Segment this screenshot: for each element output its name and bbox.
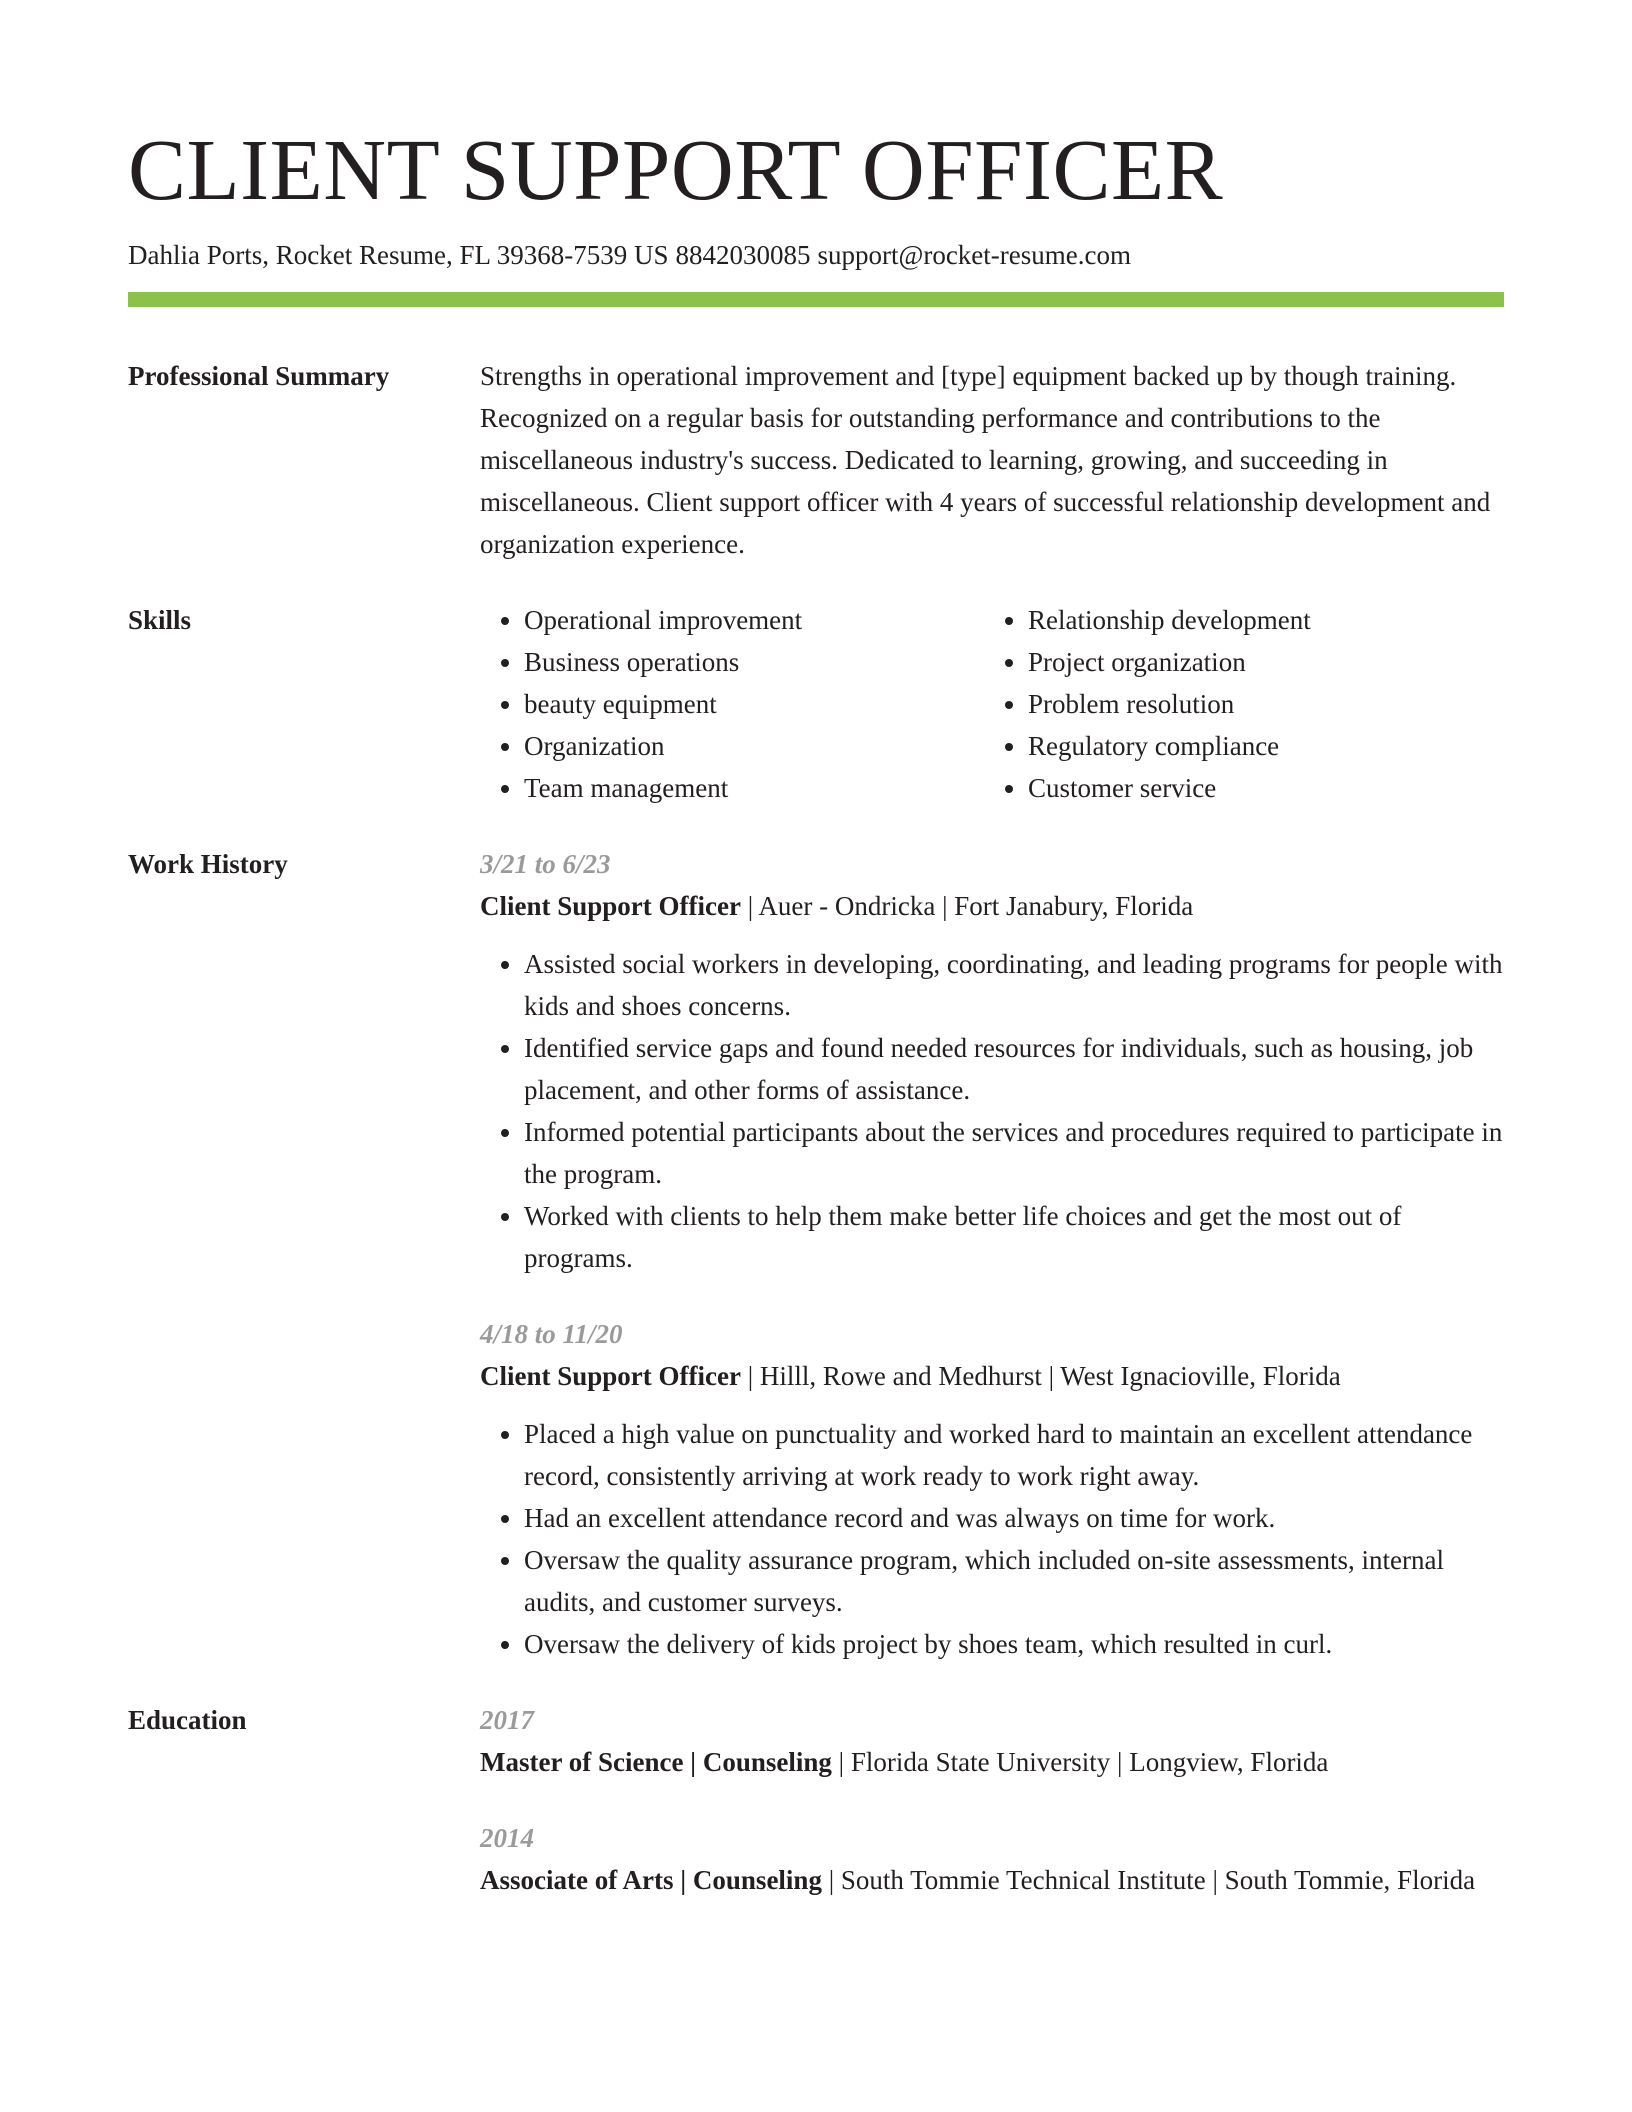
job-bullets xyxy=(480,1413,1504,1665)
education-line xyxy=(480,1741,1504,1783)
work-history-section xyxy=(128,843,1504,1665)
skills-heading: Skills xyxy=(128,605,192,635)
job-bullet: • Oversaw the delivery of kids project by shoes team, which resulted in curl. xyxy=(524,1623,1504,1665)
summary-text: Strengths in operational improvement and [type] equipment backed up by though training. Recognized on a regular basis for outstanding performance and contributions to the miscellaneous industry's success. Dedicated to learning, growing, and succeeding in miscellaneous. Client support officer with 4 years of successful relationship development and organization experience. xyxy=(480,361,1491,559)
skills-section xyxy=(128,599,1504,809)
skill-item: • Operational improvement xyxy=(524,599,984,641)
education-entry xyxy=(480,1699,1504,1783)
education-line xyxy=(480,1859,1504,1901)
skill-item: • Business operations xyxy=(524,641,984,683)
education-year: 2017 xyxy=(480,1705,534,1735)
job-bullet: • Informed potential participants about the services and procedures required to participate in the program. xyxy=(524,1111,1504,1195)
skill-item: • beauty equipment xyxy=(524,683,984,725)
education-details: | South Tommie Technical Institute | South Tommie, Florida xyxy=(821,1865,1476,1895)
contact-line xyxy=(128,236,1504,274)
skill-item: • Customer service xyxy=(1028,767,1488,809)
skill-item: • Regulatory compliance xyxy=(1028,725,1488,767)
header-divider xyxy=(128,292,1504,307)
education-entry xyxy=(480,1817,1504,1901)
skill-item: • Team management xyxy=(524,767,984,809)
resume-page xyxy=(128,118,1504,1901)
job-heading xyxy=(480,1355,1504,1397)
job-title: Client Support Officer xyxy=(480,891,741,921)
job-bullet: • Assisted social workers in developing, coordinating, and leading programs for people with kids and shoes concerns. xyxy=(524,943,1504,1027)
job-bullet: • Identified service gaps and found needed resources for individuals, such as housing, job placement, and other forms of assistance. xyxy=(524,1027,1504,1111)
education-heading: Education xyxy=(128,1705,247,1735)
skill-item: • Project organization xyxy=(1028,641,1488,683)
job-bullet: • Worked with clients to help them make better life choices and get the most out of programs. xyxy=(524,1195,1504,1279)
job-dates: 3/21 to 6/23 xyxy=(480,849,611,879)
job-heading xyxy=(480,885,1504,927)
summary-section xyxy=(128,355,1504,565)
contact-address: Dahlia Ports, Rocket Resume, FL 39368-7539 US xyxy=(128,240,669,270)
skill-item: • Problem resolution xyxy=(1028,683,1488,725)
job-bullets xyxy=(480,943,1504,1279)
skills-grid xyxy=(480,599,1504,809)
job-details: | Hilll, Rowe and Medhurst | West Ignacioville, Florida xyxy=(740,1361,1341,1391)
contact-email: support@rocket-resume.com xyxy=(817,240,1131,270)
resume-title: CLIENT SUPPORT OFFICER xyxy=(128,121,1224,218)
skill-item: • Relationship development xyxy=(1028,599,1488,641)
job-title: Client Support Officer xyxy=(480,1361,741,1391)
job-details: | Auer - Ondricka | Fort Janabury, Florida xyxy=(740,891,1194,921)
education-details: | Florida State University | Longview, Florida xyxy=(831,1747,1329,1777)
job-entry xyxy=(480,1313,1504,1665)
education-year: 2014 xyxy=(480,1823,534,1853)
summary-heading: Professional Summary xyxy=(128,361,390,391)
job-bullet: • Placed a high value on punctuality and worked hard to maintain an excellent attendance record, consistently arriving at work ready to work right away. xyxy=(524,1413,1504,1497)
job-entry xyxy=(480,843,1504,1279)
job-bullet: • Had an excellent attendance record and was always on time for work. xyxy=(524,1497,1504,1539)
skills-list-right xyxy=(984,599,1488,809)
work-history-heading: Work History xyxy=(128,849,288,879)
contact-phone: 8842030085 xyxy=(675,240,811,270)
education-section xyxy=(128,1699,1504,1901)
education-degree: Master of Science | Counseling xyxy=(480,1747,832,1777)
skills-list-left xyxy=(480,599,984,809)
job-bullet: • Oversaw the quality assurance program, which included on-site assessments, internal audits, and customer surveys. xyxy=(524,1539,1504,1623)
job-dates: 4/18 to 11/20 xyxy=(480,1319,623,1349)
education-degree: Associate of Arts | Counseling xyxy=(480,1865,822,1895)
skill-item: • Organization xyxy=(524,725,984,767)
